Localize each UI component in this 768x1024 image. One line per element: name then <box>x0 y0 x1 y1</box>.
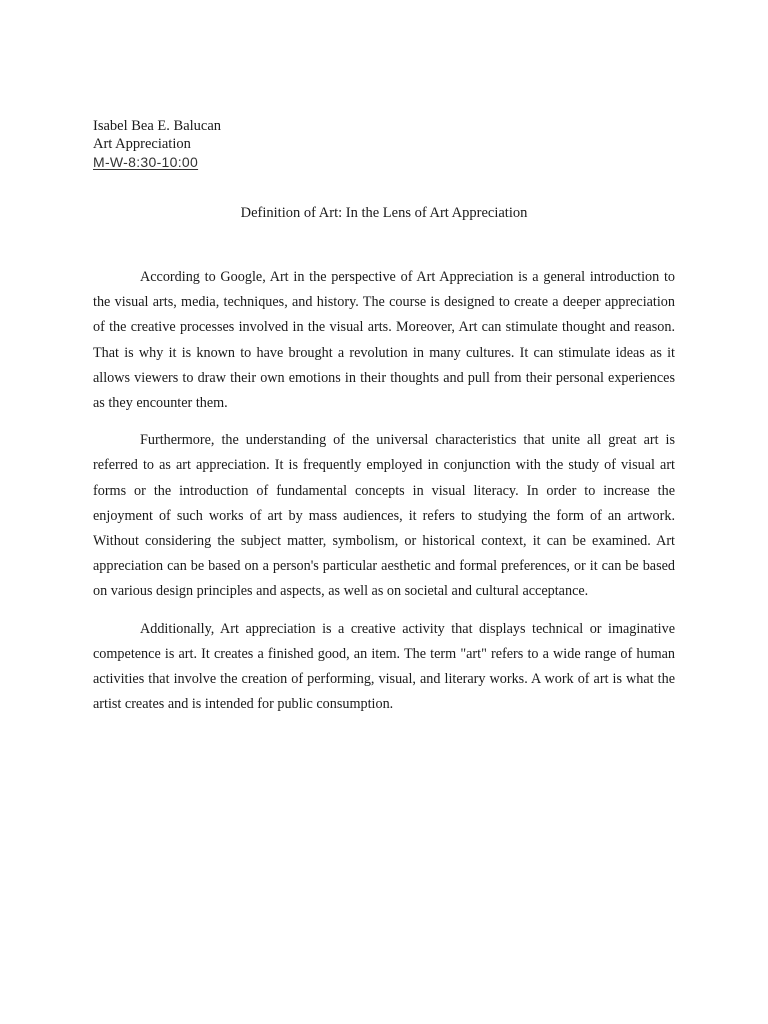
document-header <box>93 117 221 171</box>
document-body <box>93 265 675 729</box>
paragraph-2: Furthermore, the understanding of the universal characteristics that unite all great art is referred to as art appreciation. It is frequently employed in conjunction with the study of visual art forms or the introduction of fundamental concepts in visual literacy. In order to increase the enjoyment of such works of art by mass audiences, it refers to studying the form of an artwork. Without considering the subject matter, symbolism, or historical context, it can be examined. Art appreciation can be based on a person's particular aesthetic and formal preferences, or it can be based on various design principles and aspects, as well as on societal and cultural acceptance. <box>93 432 675 600</box>
class-schedule: M-W-8:30-10:00 <box>93 154 199 170</box>
course-name: Art Appreciation <box>93 136 191 152</box>
paragraph-1: According to Google, Art in the perspective of Art Appreciation is a general introduction to the visual arts, media, techniques, and history. The course is designed to create a deeper appreciation of the creative processes involved in the visual arts. Moreover, Art can stimulate thought and reason. That is why it is known to have brought a revolution in many cultures. It can stimulate ideas as it allows viewers to draw their own emotions in their thoughts and pull from their personal experiences as they encounter them. <box>93 269 675 412</box>
author-name: Isabel Bea E. Balucan <box>93 118 222 134</box>
paragraph-3: Additionally, Art appreciation is a creative activity that displays technical or imaginative competence is art. It creates a finished good, an item. The term "art" refers to a wide range of human activities that involve the creation of performing, visual, and literary works. A work of art is what the artist creates and is intended for public consumption. <box>93 620 675 713</box>
document-title: Definition of Art: In the Lens of Art Appreciation <box>240 205 528 221</box>
